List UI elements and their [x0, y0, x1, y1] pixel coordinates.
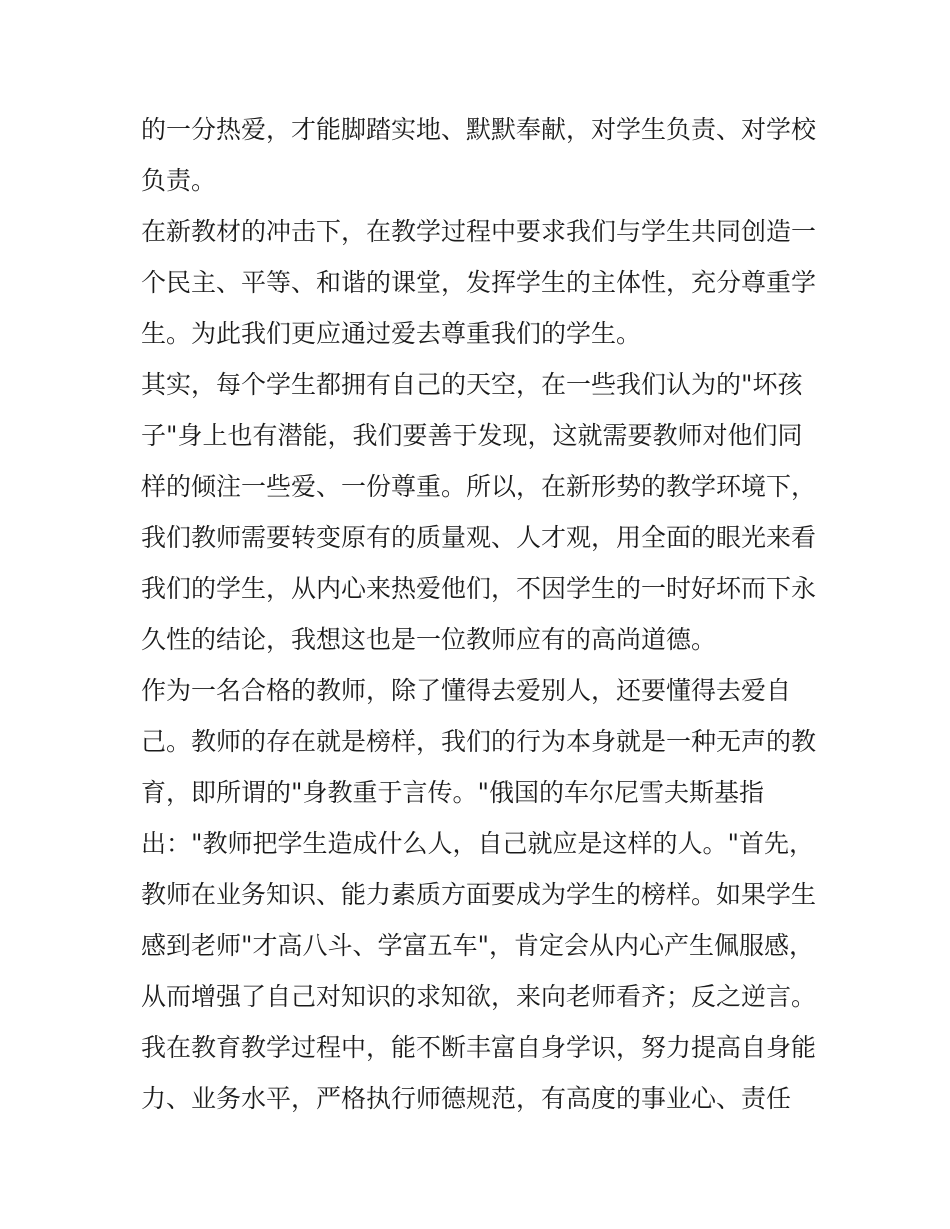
text-line: 样的倾注一些爱、一份尊重。所以，在新形势的教学环境下，	[141, 472, 817, 501]
text-line: 作为一名合格的教师，除了懂得去爱别人，还要懂得去爱自	[141, 676, 792, 705]
text-line: 的一分热爱，才能脚踏实地、默默奉献，对学生负责、对学校	[141, 115, 817, 144]
text-line: 力、业务水平，严格执行师德规范，有高度的事业心、责任	[141, 1084, 792, 1113]
text-line: 久性的结论，我想这也是一位教师应有的高尚道德。	[141, 625, 717, 654]
text-line: 我们教师需要转变原有的质量观、人才观，用全面的眼光来看	[141, 523, 817, 552]
text-line: 己。教师的存在就是榜样，我们的行为本身就是一种无声的教	[141, 727, 817, 756]
text-line: 子"身上也有潜能，我们要善于发现，这就需要教师对他们同	[141, 421, 803, 450]
text-line: 教师在业务知识、能力素质方面要成为学生的榜样。如果学生	[141, 880, 817, 909]
body-text	[141, 104, 821, 1124]
text-line: 我们的学生，从内心来热爱他们，不因学生的一时好坏而下永	[141, 574, 817, 603]
text-line: 负责。	[141, 166, 217, 195]
text-line: 出："教师把学生造成什么人，自己就应是这样的人。"首先，	[141, 829, 815, 858]
text-line: 生。为此我们更应通过爱去尊重我们的学生。	[141, 319, 642, 348]
text-line: 个民主、平等、和谐的课堂，发挥学生的主体性，充分尊重学	[141, 268, 817, 297]
text-line: 其实，每个学生都拥有自己的天空，在一些我们认为的"坏孩	[141, 370, 803, 399]
text-line: 在新教材的冲击下，在教学过程中要求我们与学生共同创造一	[141, 217, 817, 246]
text-line: 从而增强了自己对知识的求知欲，来向老师看齐；反之逆言。	[141, 982, 817, 1011]
text-line: 我在教育教学过程中，能不断丰富自身学识，努力提高自身能	[141, 1033, 817, 1062]
text-line: 育，即所谓的"身教重于言传。"俄国的车尔尼雪夫斯基指	[141, 778, 765, 807]
text-line: 感到老师"才高八斗、学富五车"，肯定会从内心产生佩服感，	[141, 931, 815, 960]
